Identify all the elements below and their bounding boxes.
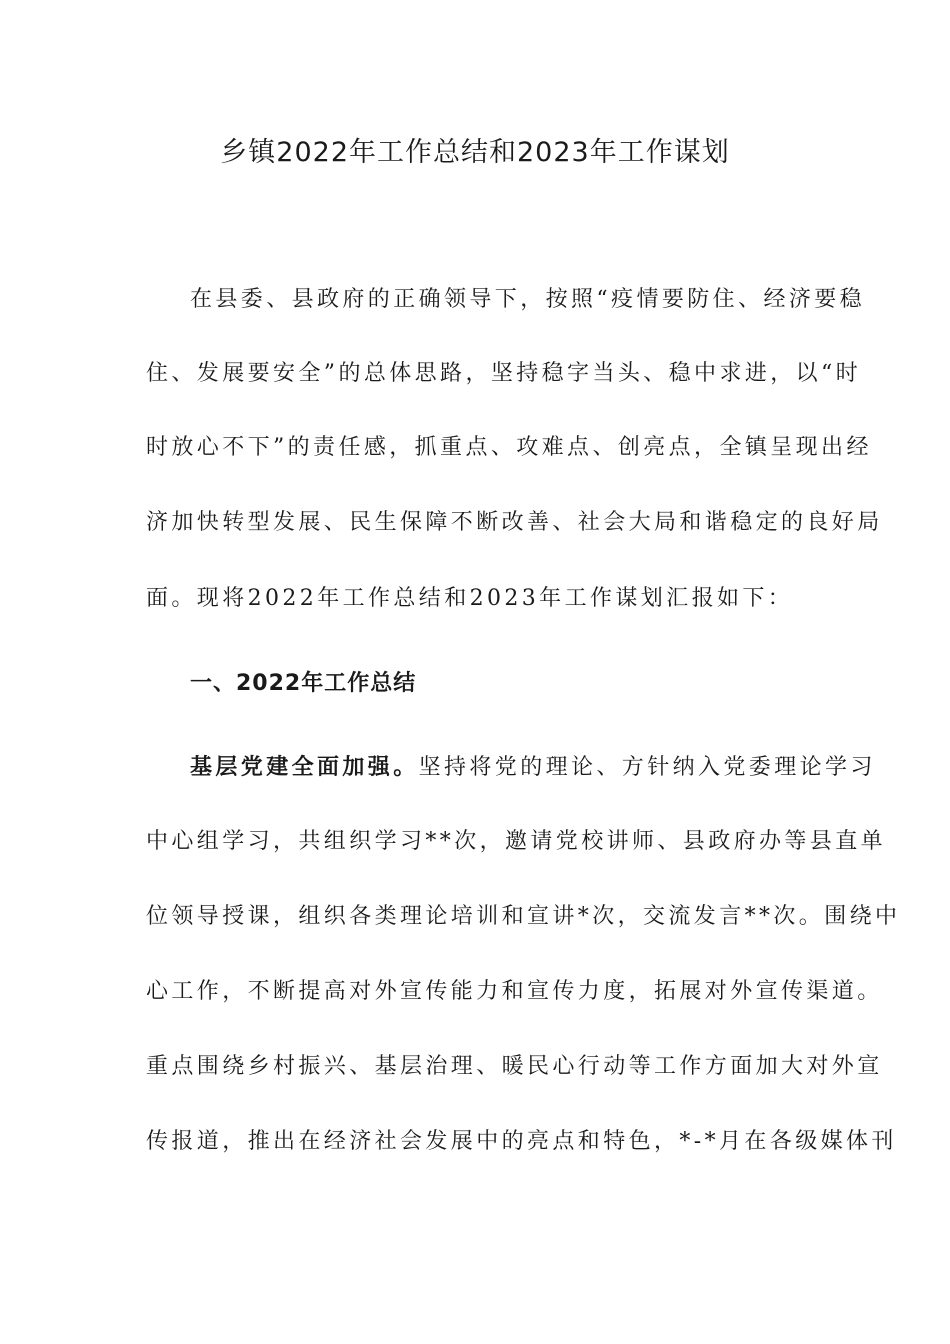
para1-line-6: 传报道，推出在经济社会发展中的亮点和特色，*-*月在各级媒体刊 xyxy=(146,1129,897,1154)
para1-line-4: 心工作，不断提高对外宣传能力和宣传力度，拓展对外宣传渠道。 xyxy=(146,979,883,1004)
para1-line-5: 重点围绕乡村振兴、基层治理、暖民心行动等工作方面加大对外宣 xyxy=(146,1054,883,1079)
intro-line-5: 面。现将2022年工作总结和2023年工作谋划汇报如下： xyxy=(146,586,794,611)
para1-line-2: 中心组学习，共组织学习**次，邀请党校讲师、县政府办等县直单 xyxy=(146,829,887,854)
section-heading: 一、2022年工作总结 xyxy=(190,671,417,696)
intro-line-4: 济加快转型发展、民生保障不断改善、社会大局和谐稳定的良好局 xyxy=(146,510,883,535)
para1-lead-bold: 基层党建全面加强。 xyxy=(190,754,419,780)
intro-line-1: 在县委、县政府的正确领导下，按照“疫情要防住、经济要稳 xyxy=(190,287,866,312)
para1-line-3: 位领导授课，组织各类理论培训和宣讲*次，交流发言**次。围绕中 xyxy=(146,904,901,929)
para1-line-1 xyxy=(190,749,876,786)
intro-line-3: 时放心不下”的责任感，抓重点、攻难点、创亮点，全镇呈现出经 xyxy=(146,435,872,460)
intro-line-2: 住、发展要安全”的总体思路，坚持稳字当头、稳中求进，以“时 xyxy=(146,361,862,386)
document-title: 乡镇2022年工作总结和2023年工作谋划 xyxy=(220,137,730,168)
para1-line-1-rest: 坚持将党的理论、方针纳入党委理论学习 xyxy=(418,755,876,780)
